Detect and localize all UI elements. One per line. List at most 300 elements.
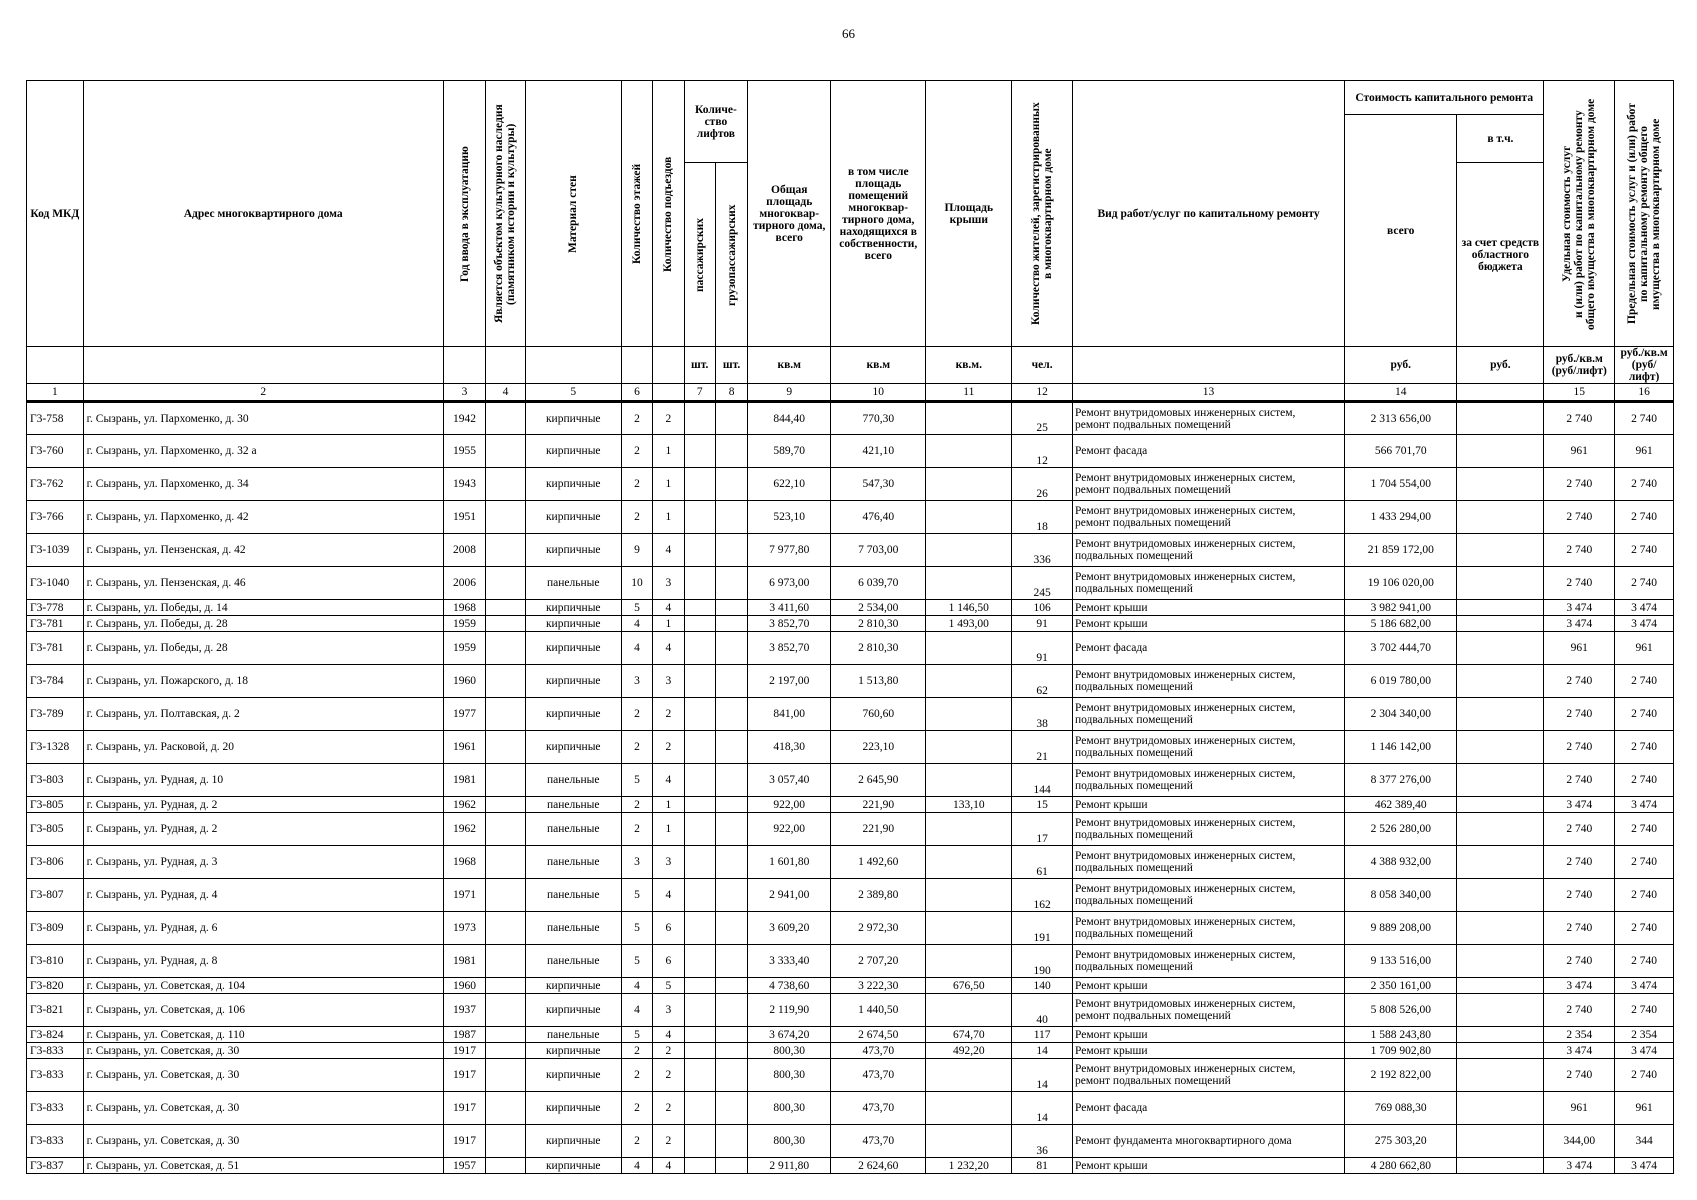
capital-repair-table <box>26 80 1674 1174</box>
cell-sobstv: 473,70 <box>831 1059 926 1092</box>
cell-krysha <box>926 912 1012 945</box>
table-row <box>27 534 1674 567</box>
cell-kod: Г3-833 <box>27 1092 84 1125</box>
cell-oblast <box>1457 1043 1544 1059</box>
cell-vsego: 9 889 208,00 <box>1345 912 1457 945</box>
cell-kod: Г3-833 <box>27 1043 84 1059</box>
cell-zhiteli: 336 <box>1012 534 1073 567</box>
cell-kod: Г3-803 <box>27 764 84 797</box>
cell-vid-rabot: Ремонт крыши <box>1072 1027 1344 1043</box>
cell-predelnaya: 2 740 <box>1615 665 1674 698</box>
cell-adres: г. Сызрань, ул. Пензенская, д. 42 <box>83 534 443 567</box>
cell-ploshad: 2 119,90 <box>748 994 831 1027</box>
cell-god: 2008 <box>443 534 485 567</box>
cell-gruz <box>715 978 747 994</box>
cell-vid-rabot: Ремонт крыши <box>1072 1158 1344 1174</box>
cell-kod: Г3-778 <box>27 600 84 616</box>
cell-krysha <box>926 764 1012 797</box>
cell-sobstv: 2 389,80 <box>831 879 926 912</box>
header-krysha: Площадь крыши <box>926 81 1012 347</box>
cell-udelnaya: 2 354 <box>1544 1027 1615 1043</box>
cell-etazhi: 4 <box>621 632 652 665</box>
cell-god: 1968 <box>443 846 485 879</box>
cell-nasledie <box>486 567 525 600</box>
column-number: 8 <box>715 384 747 402</box>
unit-kvm-9: кв.м <box>748 347 831 384</box>
cell-oblast <box>1457 632 1544 665</box>
cell-sobstv: 2 707,20 <box>831 945 926 978</box>
cell-udelnaya: 2 740 <box>1544 665 1615 698</box>
table-body <box>27 402 1674 1174</box>
cell-kod: Г3-758 <box>27 402 84 435</box>
cell-vid-rabot: Ремонт крыши <box>1072 978 1344 994</box>
table-row <box>27 632 1674 665</box>
column-number: 12 <box>1012 384 1073 402</box>
cell-oblast <box>1457 1158 1544 1174</box>
cell-zhiteli: 15 <box>1012 797 1073 813</box>
cell-udelnaya: 961 <box>1544 632 1615 665</box>
cell-podezdy: 2 <box>653 1125 684 1158</box>
cell-predelnaya: 344 <box>1615 1125 1674 1158</box>
cell-god: 1962 <box>443 813 485 846</box>
cell-passazh <box>684 879 715 912</box>
cell-kod: Г3-821 <box>27 994 84 1027</box>
unit-sht-1: шт. <box>684 347 715 384</box>
cell-zhiteli: 117 <box>1012 1027 1073 1043</box>
cell-podezdy: 1 <box>653 813 684 846</box>
cell-gruz <box>715 468 747 501</box>
cell-nasledie <box>486 468 525 501</box>
cell-etazhi: 4 <box>621 1158 652 1174</box>
column-number: 10 <box>831 384 926 402</box>
cell-ploshad: 922,00 <box>748 797 831 813</box>
cell-passazh <box>684 1092 715 1125</box>
cell-sobstv: 2 810,30 <box>831 632 926 665</box>
cell-kod: Г3-1040 <box>27 567 84 600</box>
cell-ploshad: 2 197,00 <box>748 665 831 698</box>
cell-etazhi: 2 <box>621 797 652 813</box>
cell-vid-rabot: Ремонт крыши <box>1072 797 1344 813</box>
cell-passazh <box>684 1125 715 1158</box>
column-number: 11 <box>926 384 1012 402</box>
cell-god: 1943 <box>443 468 485 501</box>
cell-krysha: 1 146,50 <box>926 600 1012 616</box>
cell-adres: г. Сызрань, ул. Рудная, д. 2 <box>83 813 443 846</box>
cell-zhiteli: 190 <box>1012 945 1073 978</box>
cell-podezdy: 6 <box>653 912 684 945</box>
cell-material: кирпичные <box>525 402 621 435</box>
cell-udelnaya: 961 <box>1544 1092 1615 1125</box>
header-udelnaya: Удельная стоимость услуг и (или) работ по капитальному ремонту общего имущества в многоквартирном доме <box>1561 97 1598 330</box>
cell-ploshad: 800,30 <box>748 1092 831 1125</box>
cell-etazhi: 2 <box>621 1059 652 1092</box>
column-number: 5 <box>525 384 621 402</box>
cell-udelnaya: 3 474 <box>1544 1043 1615 1059</box>
table-row <box>27 567 1674 600</box>
cell-etazhi: 2 <box>621 1092 652 1125</box>
cell-material: панельные <box>525 813 621 846</box>
cell-etazhi: 2 <box>621 402 652 435</box>
cell-krysha: 133,10 <box>926 797 1012 813</box>
cell-adres: г. Сызрань, ул. Советская, д. 110 <box>83 1027 443 1043</box>
table-row <box>27 994 1674 1027</box>
cell-gruz <box>715 1027 747 1043</box>
cell-gruz <box>715 994 747 1027</box>
cell-oblast <box>1457 402 1544 435</box>
cell-nasledie <box>486 1158 525 1174</box>
cell-kod: Г3-1328 <box>27 731 84 764</box>
cell-gruz <box>715 698 747 731</box>
cell-zhiteli: 26 <box>1012 468 1073 501</box>
table-row <box>27 1059 1674 1092</box>
cell-passazh <box>684 945 715 978</box>
cell-gruz <box>715 879 747 912</box>
cell-sobstv: 473,70 <box>831 1125 926 1158</box>
cell-oblast <box>1457 468 1544 501</box>
cell-sobstv: 221,90 <box>831 797 926 813</box>
cell-krysha: 492,20 <box>926 1043 1012 1059</box>
cell-gruz <box>715 1043 747 1059</box>
header-predelnaya: Предельная стоимость услуг и (или) работ по капитальному ремонту общего имущества в многоквартирном доме <box>1626 103 1663 324</box>
cell-material: кирпичные <box>525 1059 621 1092</box>
cell-material: кирпичные <box>525 994 621 1027</box>
cell-material: панельные <box>525 567 621 600</box>
cell-vid-rabot: Ремонт внутридомовых инженерных систем, ремонт подвальных помещений <box>1072 501 1344 534</box>
cell-sobstv: 2 534,00 <box>831 600 926 616</box>
cell-podezdy: 1 <box>653 501 684 534</box>
cell-predelnaya: 2 740 <box>1615 534 1674 567</box>
cell-sobstv: 473,70 <box>831 1043 926 1059</box>
cell-zhiteli: 25 <box>1012 402 1073 435</box>
cell-etazhi: 2 <box>621 1043 652 1059</box>
cell-oblast <box>1457 1092 1544 1125</box>
cell-vid-rabot: Ремонт внутридомовых инженерных систем, подвальных помещений <box>1072 945 1344 978</box>
cell-passazh <box>684 912 715 945</box>
cell-predelnaya: 3 474 <box>1615 1043 1674 1059</box>
cell-ploshad: 589,70 <box>748 435 831 468</box>
cell-etazhi: 9 <box>621 534 652 567</box>
cell-sobstv: 7 703,00 <box>831 534 926 567</box>
cell-etazhi: 2 <box>621 731 652 764</box>
cell-nasledie <box>486 1027 525 1043</box>
cell-god: 1961 <box>443 731 485 764</box>
cell-udelnaya: 2 740 <box>1544 994 1615 1027</box>
cell-etazhi: 4 <box>621 616 652 632</box>
cell-kod: Г3-807 <box>27 879 84 912</box>
table-row <box>27 1043 1674 1059</box>
cell-podezdy: 1 <box>653 616 684 632</box>
cell-sobstv: 476,40 <box>831 501 926 534</box>
cell-krysha <box>926 665 1012 698</box>
cell-oblast <box>1457 912 1544 945</box>
cell-zhiteli: 12 <box>1012 435 1073 468</box>
cell-sobstv: 2 810,30 <box>831 616 926 632</box>
cell-kod: Г3-781 <box>27 632 84 665</box>
cell-zhiteli: 21 <box>1012 731 1073 764</box>
cell-udelnaya: 2 740 <box>1544 534 1615 567</box>
cell-podezdy: 2 <box>653 402 684 435</box>
cell-passazh <box>684 632 715 665</box>
cell-udelnaya: 3 474 <box>1544 1158 1615 1174</box>
cell-passazh <box>684 616 715 632</box>
cell-udelnaya: 344,00 <box>1544 1125 1615 1158</box>
cell-nasledie <box>486 764 525 797</box>
cell-predelnaya: 2 740 <box>1615 468 1674 501</box>
cell-nasledie <box>486 435 525 468</box>
cell-podezdy: 2 <box>653 698 684 731</box>
cell-sobstv: 547,30 <box>831 468 926 501</box>
cell-passazh <box>684 698 715 731</box>
cell-udelnaya: 2 740 <box>1544 731 1615 764</box>
table-row <box>27 1125 1674 1158</box>
cell-vsego: 2 350 161,00 <box>1345 978 1457 994</box>
cell-god: 1968 <box>443 600 485 616</box>
cell-kod: Г3-766 <box>27 501 84 534</box>
header-vsego: всего <box>1345 115 1457 347</box>
cell-material: кирпичные <box>525 600 621 616</box>
cell-udelnaya: 3 474 <box>1544 978 1615 994</box>
column-number: 15 <box>1544 384 1615 402</box>
cell-ploshad: 523,10 <box>748 501 831 534</box>
cell-passazh <box>684 1027 715 1043</box>
cell-oblast <box>1457 1059 1544 1092</box>
header-god: Год ввода в эксплуатацию <box>458 145 471 282</box>
cell-kod: Г3-805 <box>27 797 84 813</box>
cell-predelnaya: 2 740 <box>1615 698 1674 731</box>
cell-zhiteli: 40 <box>1012 994 1073 1027</box>
cell-passazh <box>684 1158 715 1174</box>
cell-gruz <box>715 1158 747 1174</box>
cell-nasledie <box>486 1043 525 1059</box>
cell-krysha <box>926 994 1012 1027</box>
table-row <box>27 1027 1674 1043</box>
cell-sobstv: 1 492,60 <box>831 846 926 879</box>
page-number: 66 <box>842 26 855 41</box>
cell-podezdy: 3 <box>653 567 684 600</box>
cell-zhiteli: 36 <box>1012 1125 1073 1158</box>
cell-krysha <box>926 567 1012 600</box>
header-lifty: Количе-ство лифтов <box>684 81 748 163</box>
cell-passazh <box>684 402 715 435</box>
cell-nasledie <box>486 945 525 978</box>
cell-god: 1917 <box>443 1059 485 1092</box>
cell-oblast <box>1457 978 1544 994</box>
cell-oblast <box>1457 567 1544 600</box>
cell-gruz <box>715 600 747 616</box>
cell-vid-rabot: Ремонт внутридомовых инженерных систем, ремонт подвальных помещений <box>1072 1059 1344 1092</box>
table-row <box>27 731 1674 764</box>
cell-nasledie <box>486 978 525 994</box>
cell-vid-rabot: Ремонт внутридомовых инженерных систем, подвальных помещений <box>1072 764 1344 797</box>
cell-vid-rabot: Ремонт внутридомовых инженерных систем, подвальных помещений <box>1072 534 1344 567</box>
cell-ploshad: 1 601,80 <box>748 846 831 879</box>
cell-vsego: 1 704 554,00 <box>1345 468 1457 501</box>
cell-passazh <box>684 501 715 534</box>
cell-passazh <box>684 665 715 698</box>
cell-oblast <box>1457 534 1544 567</box>
cell-sobstv: 1 440,50 <box>831 994 926 1027</box>
header-oblast: за счет средств областного бюджета <box>1457 163 1544 347</box>
table-row <box>27 616 1674 632</box>
header-v-tch: в т.ч. <box>1457 115 1544 163</box>
cell-udelnaya: 2 740 <box>1544 945 1615 978</box>
cell-material: панельные <box>525 846 621 879</box>
cell-oblast <box>1457 797 1544 813</box>
cell-ploshad: 3 057,40 <box>748 764 831 797</box>
cell-zhiteli: 106 <box>1012 600 1073 616</box>
cell-god: 1959 <box>443 616 485 632</box>
cell-material: панельные <box>525 797 621 813</box>
cell-vid-rabot: Ремонт внутридомовых инженерных систем, подвальных помещений <box>1072 846 1344 879</box>
cell-gruz <box>715 731 747 764</box>
table-row <box>27 435 1674 468</box>
header-v-tom-chisle: в том числе площадь помещений многоквар-тирного дома, находящихся в собственности, всего <box>831 81 926 347</box>
cell-zhiteli: 38 <box>1012 698 1073 731</box>
cell-zhiteli: 61 <box>1012 846 1073 879</box>
cell-material: кирпичные <box>525 665 621 698</box>
cell-podezdy: 4 <box>653 600 684 616</box>
cell-god: 1917 <box>443 1043 485 1059</box>
cell-predelnaya: 3 474 <box>1615 978 1674 994</box>
cell-gruz <box>715 402 747 435</box>
table-row <box>27 846 1674 879</box>
cell-gruz <box>715 846 747 879</box>
cell-predelnaya: 3 474 <box>1615 616 1674 632</box>
cell-nasledie <box>486 994 525 1027</box>
cell-adres: г. Сызрань, ул. Расковой, д. 20 <box>83 731 443 764</box>
cell-kod: Г3-1039 <box>27 534 84 567</box>
cell-udelnaya: 2 740 <box>1544 567 1615 600</box>
cell-podezdy: 2 <box>653 1043 684 1059</box>
cell-podezdy: 4 <box>653 632 684 665</box>
unit-kvm-10: кв.м <box>831 347 926 384</box>
cell-oblast <box>1457 879 1544 912</box>
cell-podezdy: 4 <box>653 764 684 797</box>
table-row <box>27 665 1674 698</box>
cell-passazh <box>684 978 715 994</box>
cell-adres: г. Сызрань, ул. Пархоменко, д. 34 <box>83 468 443 501</box>
cell-nasledie <box>486 1092 525 1125</box>
cell-passazh <box>684 797 715 813</box>
cell-god: 1973 <box>443 912 485 945</box>
cell-kod: Г3-806 <box>27 846 84 879</box>
cell-adres: г. Сызрань, ул. Советская, д. 30 <box>83 1125 443 1158</box>
cell-etazhi: 3 <box>621 846 652 879</box>
cell-vid-rabot: Ремонт фундамента многоквартирного дома <box>1072 1125 1344 1158</box>
cell-etazhi: 10 <box>621 567 652 600</box>
cell-material: панельные <box>525 764 621 797</box>
cell-oblast <box>1457 846 1544 879</box>
unit-pr: руб./кв.м (руб/лифт) <box>1615 347 1674 384</box>
cell-ploshad: 2 941,00 <box>748 879 831 912</box>
cell-kod: Г3-833 <box>27 1125 84 1158</box>
cell-podezdy: 2 <box>653 1059 684 1092</box>
cell-vid-rabot: Ремонт внутридомовых инженерных систем, подвальных помещений <box>1072 567 1344 600</box>
cell-zhiteli: 62 <box>1012 665 1073 698</box>
cell-passazh <box>684 567 715 600</box>
cell-gruz <box>715 501 747 534</box>
cell-etazhi: 5 <box>621 1027 652 1043</box>
cell-sobstv: 473,70 <box>831 1092 926 1125</box>
column-number: 16 <box>1615 384 1674 402</box>
cell-nasledie <box>486 1059 525 1092</box>
cell-krysha <box>926 632 1012 665</box>
cell-material: кирпичные <box>525 501 621 534</box>
unit-chel: чел. <box>1012 347 1073 384</box>
cell-nasledie <box>486 616 525 632</box>
cell-etazhi: 2 <box>621 435 652 468</box>
cell-material: кирпичные <box>525 698 621 731</box>
cell-podezdy: 4 <box>653 879 684 912</box>
cell-sobstv: 2 624,60 <box>831 1158 926 1174</box>
column-numbers-row <box>27 384 1674 402</box>
cell-sobstv: 6 039,70 <box>831 567 926 600</box>
cell-krysha <box>926 1059 1012 1092</box>
header-podezdy: Количество подъездов <box>662 155 675 272</box>
cell-krysha <box>926 879 1012 912</box>
cell-vsego: 21 859 172,00 <box>1345 534 1457 567</box>
cell-god: 1960 <box>443 978 485 994</box>
cell-kod: Г3-810 <box>27 945 84 978</box>
cell-adres: г. Сызрань, ул. Рудная, д. 4 <box>83 879 443 912</box>
cell-predelnaya: 2 740 <box>1615 879 1674 912</box>
cell-vsego: 769 088,30 <box>1345 1092 1457 1125</box>
cell-nasledie <box>486 731 525 764</box>
cell-oblast <box>1457 435 1544 468</box>
cell-krysha <box>926 846 1012 879</box>
cell-vsego: 6 019 780,00 <box>1345 665 1457 698</box>
cell-vid-rabot: Ремонт крыши <box>1072 616 1344 632</box>
cell-vid-rabot: Ремонт внутридомовых инженерных систем, ремонт подвальных помещений <box>1072 402 1344 435</box>
cell-material: кирпичные <box>525 632 621 665</box>
cell-predelnaya: 961 <box>1615 1092 1674 1125</box>
cell-krysha <box>926 534 1012 567</box>
cell-zhiteli: 14 <box>1012 1092 1073 1125</box>
cell-etazhi: 5 <box>621 879 652 912</box>
cell-predelnaya: 3 474 <box>1615 797 1674 813</box>
cell-passazh <box>684 468 715 501</box>
unit-rub-15: руб. <box>1457 347 1544 384</box>
cell-kod: Г3-805 <box>27 813 84 846</box>
cell-sobstv: 770,30 <box>831 402 926 435</box>
cell-passazh <box>684 813 715 846</box>
cell-material: панельные <box>525 912 621 945</box>
cell-material: кирпичные <box>525 1158 621 1174</box>
cell-vid-rabot: Ремонт внутридомовых инженерных систем, подвальных помещений <box>1072 813 1344 846</box>
cell-material: кирпичные <box>525 1125 621 1158</box>
cell-gruz <box>715 945 747 978</box>
cell-udelnaya: 2 740 <box>1544 402 1615 435</box>
table-row <box>27 402 1674 435</box>
cell-ploshad: 2 911,80 <box>748 1158 831 1174</box>
header-vid-rabot: Вид работ/услуг по капитальному ремонту <box>1072 81 1344 347</box>
cell-nasledie <box>486 912 525 945</box>
cell-adres: г. Сызрань, ул. Рудная, д. 6 <box>83 912 443 945</box>
cell-vid-rabot: Ремонт внутридомовых инженерных систем, подвальных помещений <box>1072 879 1344 912</box>
cell-oblast <box>1457 501 1544 534</box>
cell-udelnaya: 2 740 <box>1544 879 1615 912</box>
cell-vsego: 1 146 142,00 <box>1345 731 1457 764</box>
cell-material: панельные <box>525 1027 621 1043</box>
column-number: 1 <box>27 384 84 402</box>
cell-ploshad: 3 852,70 <box>748 616 831 632</box>
cell-kod: Г3-760 <box>27 435 84 468</box>
cell-gruz <box>715 1059 747 1092</box>
cell-predelnaya: 2 740 <box>1615 764 1674 797</box>
table-row <box>27 978 1674 994</box>
cell-material: кирпичные <box>525 534 621 567</box>
cell-krysha <box>926 945 1012 978</box>
